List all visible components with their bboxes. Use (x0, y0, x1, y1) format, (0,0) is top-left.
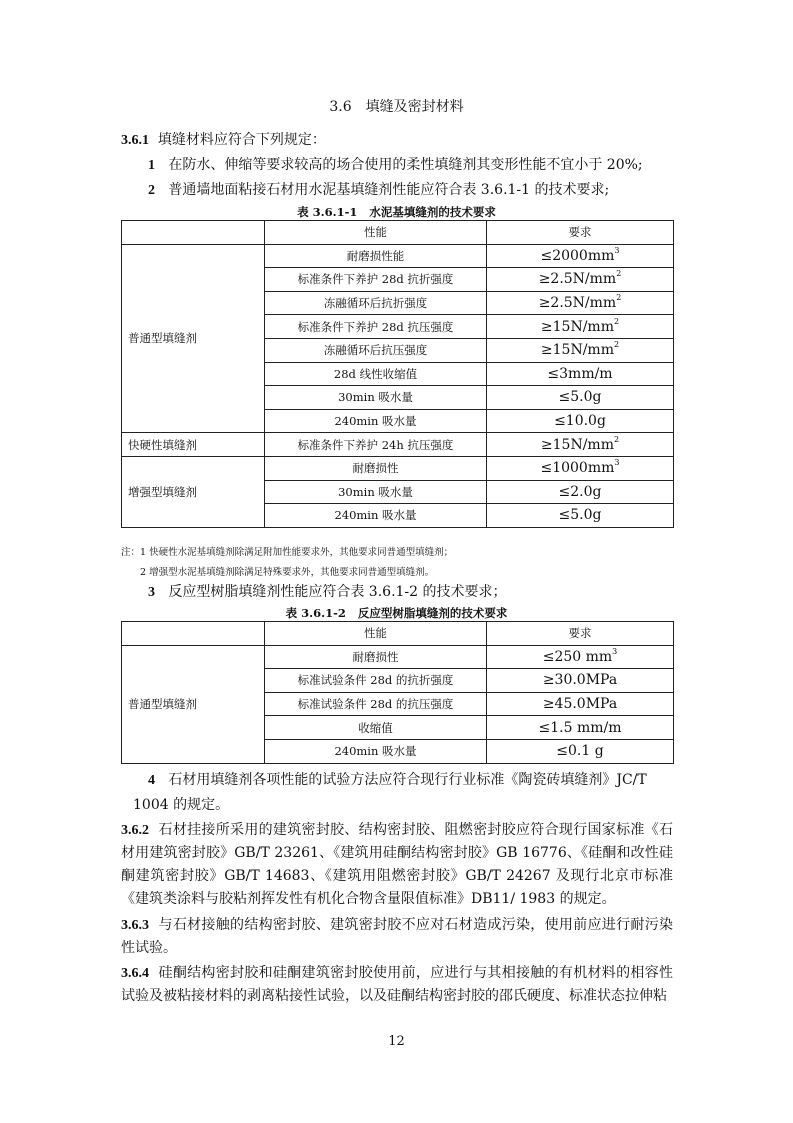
requirement-cell (487, 669, 674, 693)
header-requirement: 要求 (487, 221, 674, 245)
property-cell: 冻融循环后抗折强度 (265, 291, 487, 315)
clause-number: 3.6.1 (121, 133, 149, 148)
table-note-2: 2 增强型水泥基填缝剂除满足特殊要求外，其他要求同普通型填缝剂。 (140, 567, 435, 578)
requirement-cell (487, 504, 674, 528)
property-cell: 30min 吸水量 (265, 480, 487, 504)
requirement-value: ≥15N/mm (540, 436, 614, 453)
requirement-value: ≥2.5N/mm (538, 271, 617, 288)
requirement-value: ≥45.0MPa (542, 696, 618, 713)
header-blank (122, 622, 265, 646)
property-cell: 标准试验条件 28d 的抗压强度 (265, 692, 487, 716)
item-4 (148, 771, 647, 790)
table-note-1: 注：1 快硬性水泥基填缝剂除满足附加性能要求外，其他要求同普通型填缝剂； (121, 547, 454, 558)
requirement-value: ≤5.0g (558, 389, 602, 406)
item-number: 1 (148, 158, 155, 173)
item-3 (148, 583, 507, 602)
clause-text: 与石材接触的结构密封胶、建筑密封胶不应对石材造成污染，使用前应进行耐污染性试验。 (121, 917, 674, 956)
clause-number: 3.6.3 (121, 918, 149, 933)
table-row (122, 645, 674, 669)
property-cell: 240min 吸水量 (265, 409, 487, 433)
table-row (122, 456, 674, 480)
table-number: 表 3.6.1-1 (297, 205, 358, 219)
item-text: 反应型树脂填缝剂性能应符合表 3.6.1-2 的技术要求； (168, 584, 507, 600)
clause-number: 3.6.2 (121, 823, 149, 838)
property-cell: 30min 吸水量 (265, 386, 487, 410)
requirement-unit-exponent: 3 (612, 646, 618, 656)
category-cell: 增强型填缝剂 (122, 456, 265, 527)
clause-text: 硅酮结构密封胶和硅酮建筑密封胶使用前，应进行与其相接触的有机材料的相容性试验及被粘接材料的剥离粘接性试验，以及硅酮结构密封胶的邵氏硬度、标准状态拉伸粘 (121, 965, 674, 1004)
item-number: 4 (148, 773, 155, 788)
page-number: 12 (388, 1034, 405, 1049)
requirement-cell (487, 362, 674, 386)
property-cell: 标准条件下养护 28d 抗折强度 (265, 268, 487, 292)
requirement-cell (487, 268, 674, 292)
requirement-cell (487, 456, 674, 480)
requirement-unit-exponent: 2 (613, 434, 620, 444)
item-text: 石材用填缝剂各项性能的试验方法应符合现行行业标准《陶瓷砖填缝剂》JC/T (168, 772, 647, 788)
requirement-cell (487, 244, 674, 268)
item-text: 在防水、伸缩等要求较高的场合使用的柔性填缝剂其变形性能不宜小于 20%; (168, 157, 643, 173)
requirement-unit-exponent: 2 (613, 340, 620, 350)
requirement-value: ≤1000mm (540, 460, 615, 477)
item-4-continuation: 1004 的规定。 (133, 797, 230, 813)
section-title (0, 98, 793, 116)
clause-3-6-2 (121, 819, 673, 911)
clause-text: 石材挂接所采用的建筑密封胶、结构密封胶、阻燃密封胶应符合现行国家标准《石材用建筑密封胶》GB/T 23261、《建筑用硅酮结构密封胶》GB 16776、《硅酮和改性硅酮建筑密封胶》GB/T 14683、《建筑用阻燃密封胶》GB/T 24267 及现行北京市标准《建筑类涂料与胶粘剂挥发性有机化合物含量限值标准》DB11/ 1983 的规定。 (121, 822, 674, 907)
requirement-cell (487, 716, 674, 740)
table-row (122, 433, 674, 457)
requirement-value: ≥15N/mm (540, 342, 614, 359)
property-cell: 收缩值 (265, 716, 487, 740)
item-number: 3 (148, 585, 155, 600)
clause-3-6-4 (121, 962, 673, 1008)
property-cell: 耐磨损性能 (265, 244, 487, 268)
requirement-cell (487, 409, 674, 433)
item-2 (148, 181, 609, 200)
item-1 (148, 156, 643, 175)
property-cell: 28d 线性收缩值 (265, 362, 487, 386)
section-heading: 填缝及密封材料 (365, 99, 464, 115)
property-cell: 标准条件下养护 28d 抗压强度 (265, 315, 487, 339)
table-header-row (122, 221, 674, 245)
requirement-cell (487, 739, 674, 763)
property-cell: 240min 吸水量 (265, 739, 487, 763)
table-title: 反应型树脂填缝剂的技术要求 (357, 606, 508, 620)
header-property: 性能 (265, 221, 487, 245)
requirement-cell (487, 315, 674, 339)
header-property: 性能 (265, 622, 487, 646)
clause-text: 填缝材料应符合下列规定： (157, 132, 326, 148)
clause-3-6-1 (121, 131, 326, 150)
requirement-cell (487, 291, 674, 315)
clause-number: 3.6.4 (121, 966, 149, 981)
requirement-value: ≤0.1 g (556, 743, 604, 760)
table-number: 表 3.6.1-2 (285, 606, 346, 620)
category-cell: 普通型填缝剂 (122, 645, 265, 763)
requirement-value: ≥30.0MPa (542, 672, 618, 689)
requirement-cell (487, 645, 674, 669)
item-text: 普通墙地面粘接石材用水泥基填缝剂性能应符合表 3.6.1-1 的技术要求; (168, 182, 610, 198)
requirement-value: ≥15N/mm (540, 318, 614, 335)
property-cell: 冻融循环后抗压强度 (265, 338, 487, 362)
requirement-unit-exponent: 2 (616, 269, 622, 279)
requirement-unit-exponent: 2 (616, 293, 622, 303)
property-cell: 240min 吸水量 (265, 504, 487, 528)
requirement-cell (487, 480, 674, 504)
property-cell: 耐磨损性 (265, 645, 487, 669)
property-cell: 耐磨损性 (265, 456, 487, 480)
table-2 (121, 621, 674, 764)
requirement-value: ≤2000mm (540, 247, 615, 264)
requirement-cell (487, 386, 674, 410)
table-1-caption (0, 204, 793, 220)
requirement-value: ≤10.0g (554, 413, 606, 430)
requirement-value: ≤3mm/m (547, 365, 613, 382)
table-row (122, 244, 674, 268)
header-blank (122, 221, 265, 245)
requirement-cell (487, 433, 674, 457)
table-header-row (122, 622, 674, 646)
requirement-value: ≤2.0g (558, 483, 602, 500)
property-cell: 标准试验条件 28d 的抗折强度 (265, 669, 487, 693)
table-1 (121, 220, 674, 528)
table-2-caption (0, 605, 793, 621)
requirement-cell (487, 692, 674, 716)
clause-3-6-3 (121, 914, 673, 960)
category-cell: 普通型填缝剂 (122, 244, 265, 433)
property-cell: 标准条件下养护 24h 抗压强度 (265, 433, 487, 457)
requirement-unit-exponent: 2 (613, 316, 620, 326)
requirement-value: ≤1.5 mm/m (538, 719, 622, 736)
section-number: 3.6 (329, 99, 352, 115)
item-number: 2 (148, 183, 155, 198)
requirement-value: ≥2.5N/mm (538, 295, 617, 312)
requirement-unit-exponent: 3 (614, 245, 620, 255)
requirement-cell (487, 338, 674, 362)
requirement-value: ≤250 mm (542, 648, 613, 665)
table-title: 水泥基填缝剂的技术要求 (369, 205, 496, 219)
category-cell: 快硬性填缝剂 (122, 433, 265, 457)
requirement-unit-exponent: 3 (614, 458, 620, 468)
requirement-value: ≤5.0g (558, 507, 602, 524)
header-requirement: 要求 (487, 622, 674, 646)
